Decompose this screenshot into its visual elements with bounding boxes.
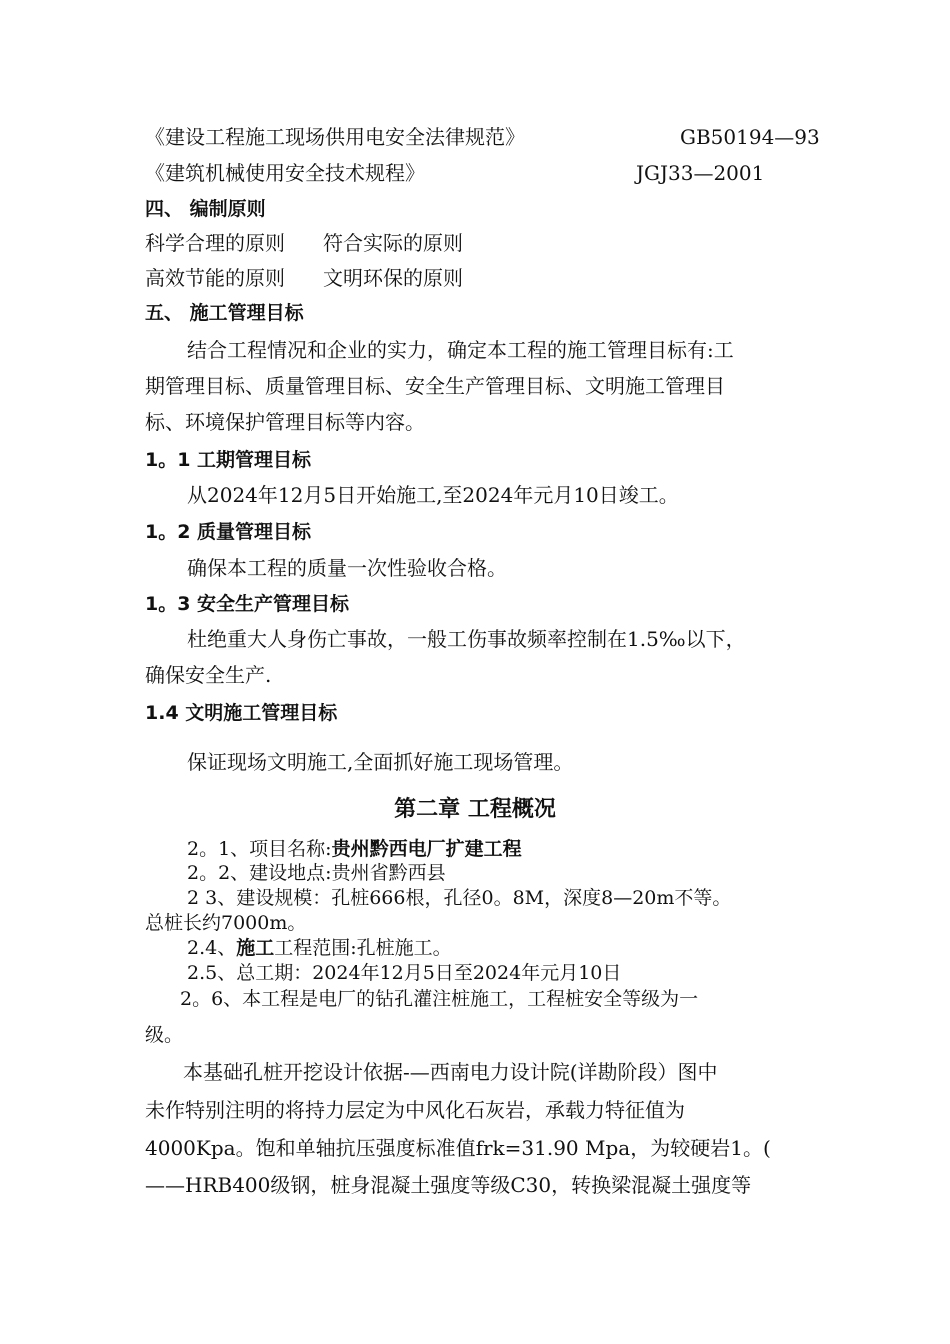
chapter-2-title: 第二章 工程概况 bbox=[394, 797, 556, 822]
design-basis-line-1: 本基础孔桩开挖设计依据-—西南电力设计院(详勘阶段）图中 bbox=[183, 1060, 718, 1084]
subsection-1-2-text: 确保本工程的质量一次性验收合格。 bbox=[187, 556, 507, 580]
principle-practical: 符合实际的原则 bbox=[323, 231, 463, 255]
subsection-1-1-heading: 1。1 工期管理目标 bbox=[145, 449, 312, 471]
project-name-line bbox=[187, 837, 522, 861]
principle-efficient: 高效节能的原则 bbox=[145, 266, 285, 290]
reference-title-2: 《建筑机械使用安全技术规程》 bbox=[145, 161, 425, 185]
subsection-1-3-text-line-2: 确保安全生产. bbox=[145, 663, 272, 687]
section-5-paragraph-line-2: 期管理目标、质量管理目标、安全生产管理目标、文明施工管理目 bbox=[145, 374, 725, 398]
design-basis-line-4: ——HRB400级钢，桩身混凝土强度等级C30，转换梁混凝土强度等 bbox=[145, 1173, 752, 1197]
project-safety-line-2: 级。 bbox=[145, 1024, 184, 1046]
principle-line-1 bbox=[145, 229, 463, 257]
design-basis-line-2: 未作特别注明的将持力层定为中风化石灰岩，承载力特征值为 bbox=[145, 1098, 685, 1122]
subsection-1-2-heading: 1。2 质量管理目标 bbox=[145, 521, 312, 543]
subsection-1-3-text-line-1: 杜绝重大人身伤亡事故，一般工伤事故频率控制在1.5‰以下， bbox=[187, 627, 746, 651]
subsection-1-4-heading: 1.4 文明施工管理目标 bbox=[145, 702, 338, 724]
section-5-paragraph-line-3: 标、环境保护管理目标等内容。 bbox=[145, 410, 425, 434]
project-scale-line-2: 总桩长约7000m。 bbox=[145, 912, 307, 934]
section-5-heading: 五、 施工管理目标 bbox=[145, 302, 304, 324]
reference-code-1: GB50194—93 bbox=[680, 125, 820, 149]
subsection-1-3-heading: 1。3 安全生产管理目标 bbox=[145, 593, 350, 615]
reference-code-2: JGJ33—2001 bbox=[636, 161, 765, 185]
project-scope-rest: 工程范围:孔桩施工。 bbox=[274, 937, 452, 959]
reference-title-1: 《建设工程施工现场供用电安全法律规范》 bbox=[145, 125, 525, 149]
design-basis-line-3: 4000Kpa。饱和单轴抗压强度标准值frk=31.90 Mpa，为较硬岩1。( bbox=[145, 1136, 771, 1160]
project-name-label: 2。1、项目名称: bbox=[187, 838, 332, 860]
principle-scientific: 科学合理的原则 bbox=[145, 231, 285, 255]
project-location: 2。2、建设地点:贵州省黔西县 bbox=[187, 862, 446, 884]
project-safety-line-1: 2。6、本工程是电厂的钻孔灌注桩施工，工程桩安全等级为一 bbox=[180, 988, 699, 1010]
project-scope-number: 2.4、 bbox=[187, 937, 237, 959]
project-name-value: 贵州黔西电厂扩建工程 bbox=[331, 838, 522, 860]
project-duration: 2.5、总工期：2024年12月5日至2024年元月10日 bbox=[187, 962, 622, 984]
section-4-heading: 四、 编制原则 bbox=[145, 198, 266, 220]
subsection-1-4-text: 保证现场文明施工,全面抓好施工现场管理。 bbox=[187, 750, 574, 774]
project-scale-line-1: 2 3、建设规模：孔桩666根，孔径0。8M，深度8—20m不等。 bbox=[187, 887, 732, 909]
section-5-paragraph-line-1: 结合工程情况和企业的实力，确定本工程的施工管理目标有:工 bbox=[187, 338, 734, 362]
principle-line-2 bbox=[145, 264, 463, 292]
principle-civilized: 文明环保的原则 bbox=[323, 266, 463, 290]
project-scope bbox=[187, 936, 452, 960]
subsection-1-1-text: 从2024年12月5日开始施工,至2024年元月10日竣工。 bbox=[187, 483, 679, 507]
project-scope-bold: 施工 bbox=[236, 937, 275, 959]
